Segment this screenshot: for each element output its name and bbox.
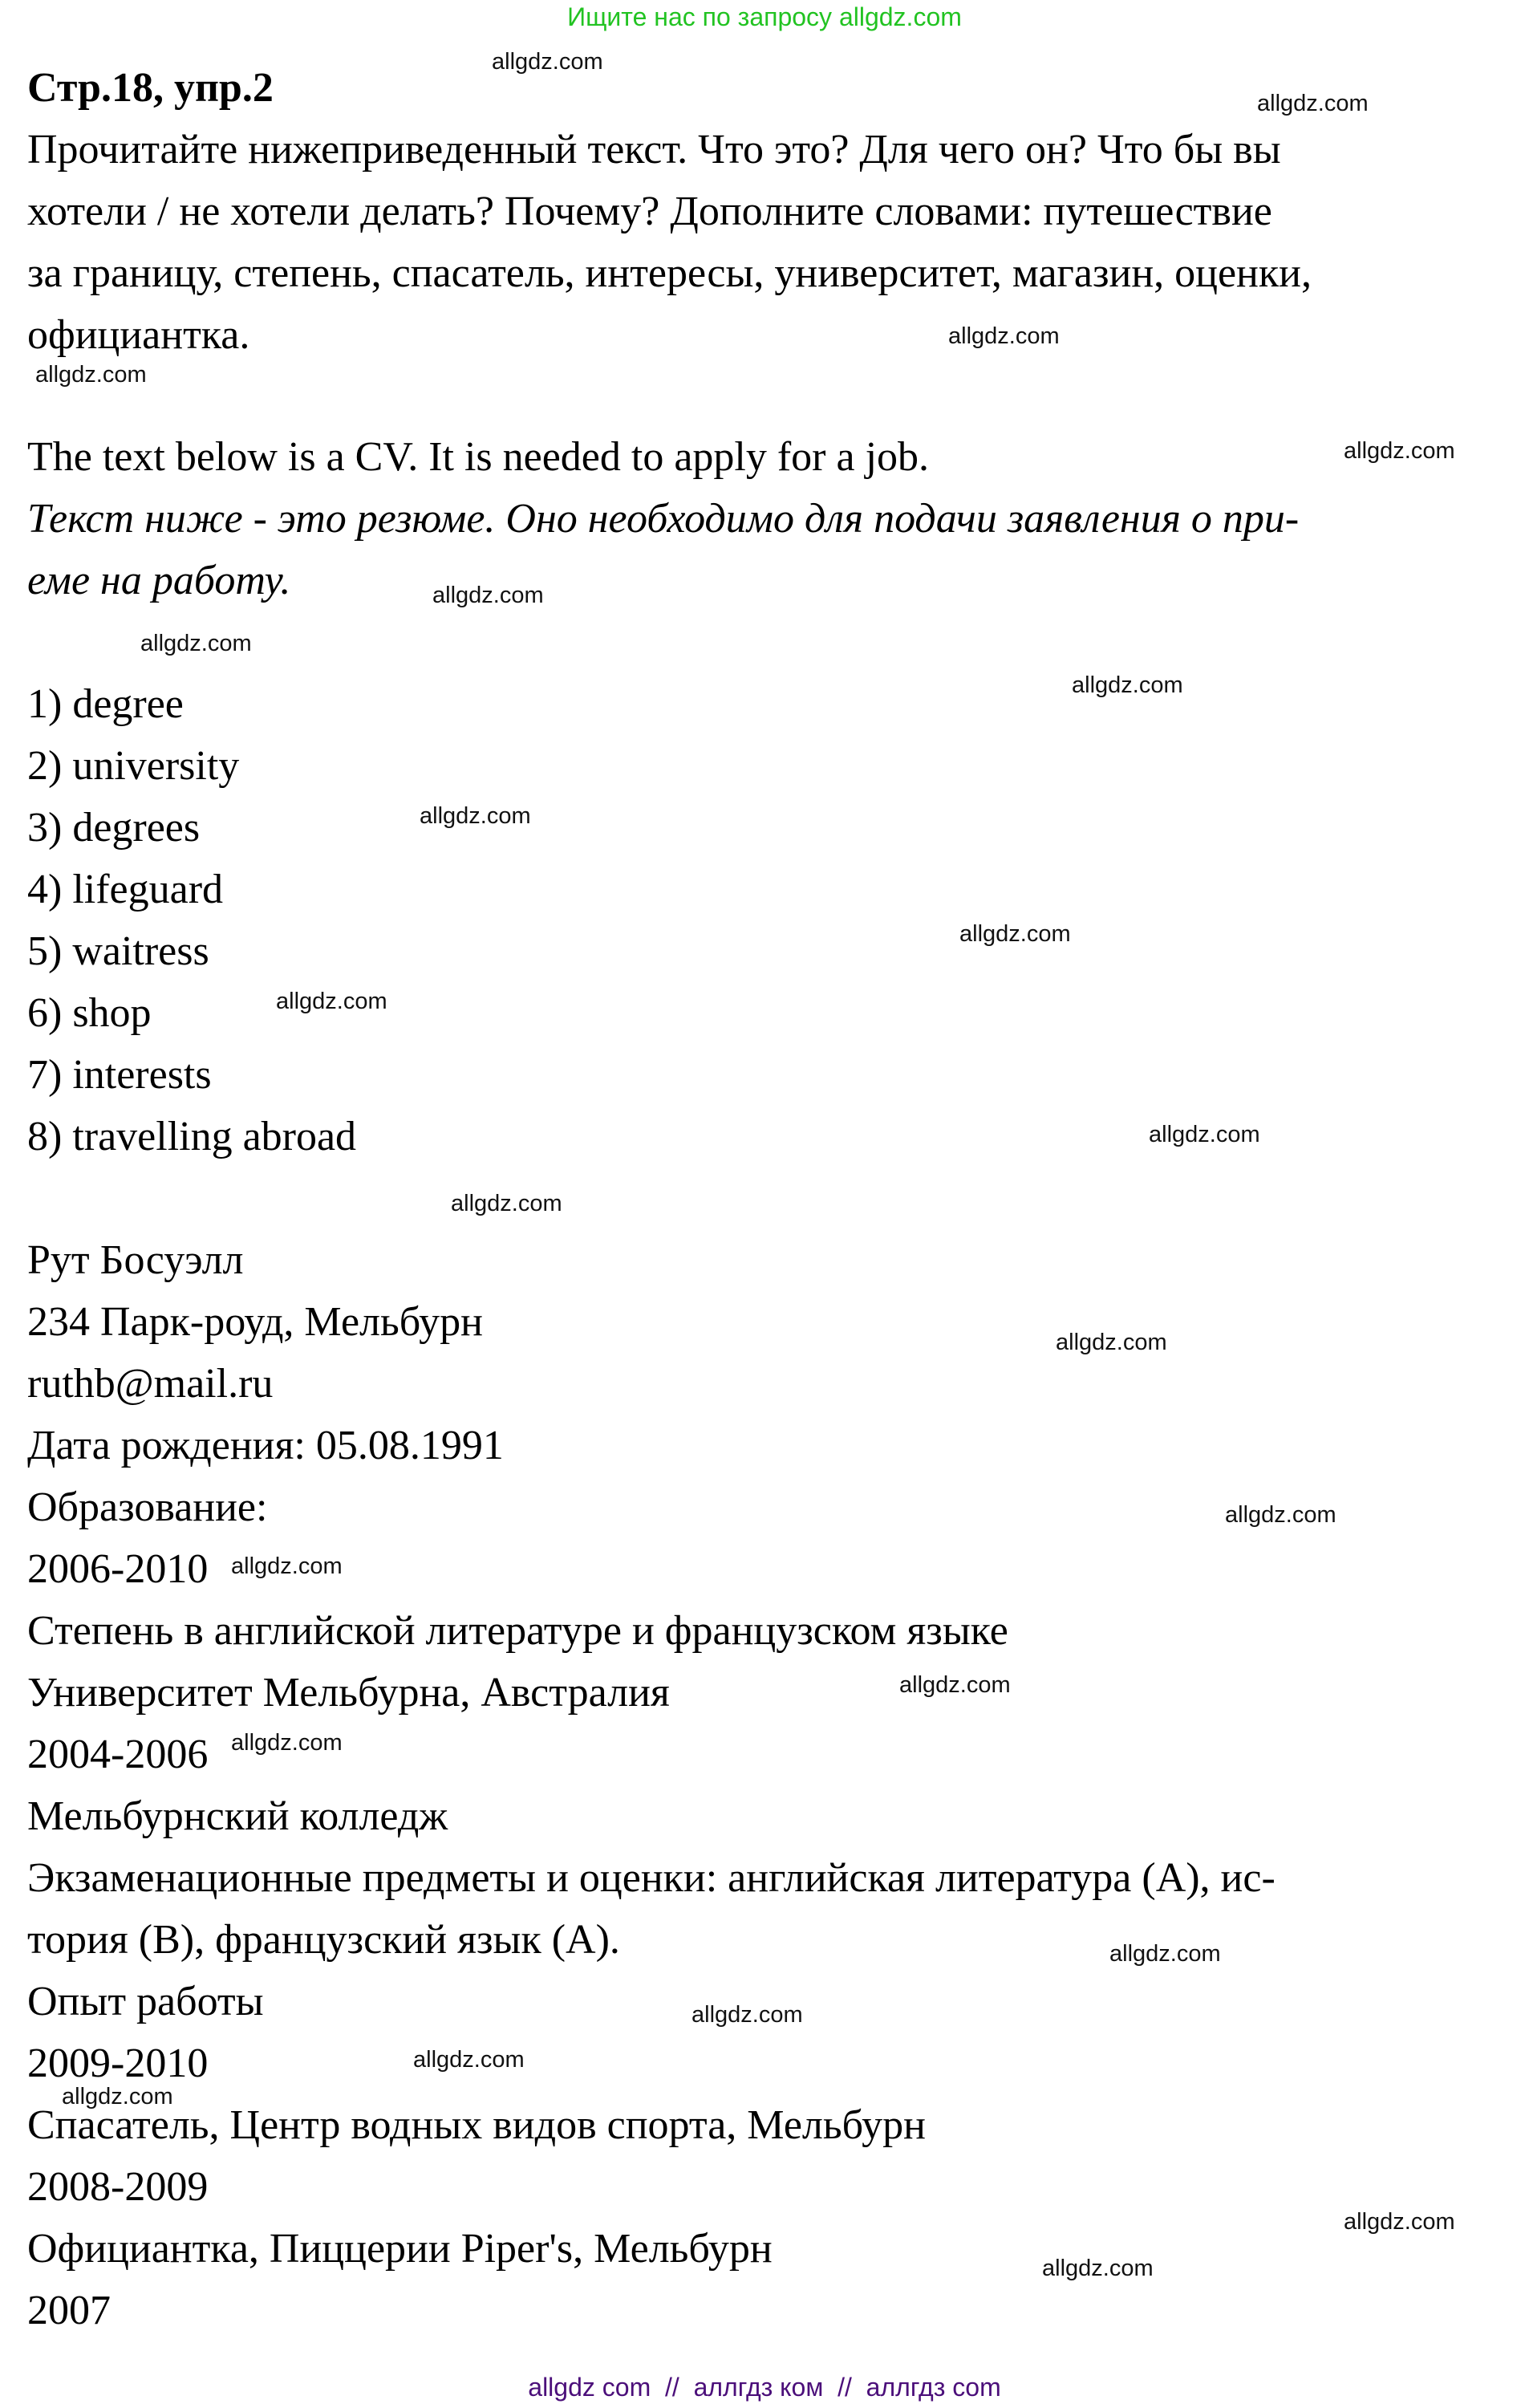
- answer-russian-line: еме на работу.: [27, 558, 291, 603]
- cv-experience-years: 2009-2010: [27, 2041, 209, 2086]
- watermark: allgdz.com: [1225, 1502, 1336, 1528]
- cv-education-grades: тория (B), французский язык (A).: [27, 1917, 620, 1963]
- watermark: allgdz.com: [1257, 91, 1369, 116]
- watermark: allgdz.com: [231, 1730, 343, 1756]
- answer-item: 7) interests: [27, 1052, 212, 1098]
- watermark: allgdz.com: [691, 2002, 803, 2028]
- answer-english: The text below is a CV. It is needed to apply for a job.: [27, 434, 930, 480]
- answer-item: 8) travelling abroad: [27, 1114, 357, 1159]
- watermark: allgdz.com: [451, 1191, 562, 1216]
- watermark: allgdz.com: [140, 631, 252, 656]
- cv-experience-role: Спасатель, Центр водных видов спорта, Мельбурн: [27, 2102, 926, 2148]
- cv-education-years: 2004-2006: [27, 1732, 209, 1777]
- cv-education-degree: Степень в английской литературе и французском языке: [27, 1608, 1008, 1654]
- watermark: allgdz.com: [1149, 1122, 1260, 1147]
- watermark: allgdz.com: [432, 583, 544, 608]
- watermark: allgdz.com: [1344, 438, 1455, 464]
- answer-item: 6) shop: [27, 990, 152, 1036]
- watermark: allgdz.com: [276, 989, 387, 1014]
- watermark: allgdz.com: [62, 2084, 173, 2110]
- answer-russian-line: Текст ниже - это резюме. Оно необходимо для подачи заявления о при-: [27, 496, 1300, 542]
- watermark: allgdz.com: [948, 323, 1060, 349]
- answer-item: 4) lifeguard: [27, 867, 224, 912]
- answer-item: 5) waitress: [27, 928, 209, 974]
- task-line: официантка.: [27, 312, 250, 358]
- header-banner[interactable]: Ищите нас по запросу allgdz.com: [567, 2, 962, 31]
- watermark: allgdz.com: [1056, 1330, 1167, 1355]
- watermark: allgdz.com: [35, 362, 147, 388]
- watermark: allgdz.com: [1109, 1941, 1221, 1967]
- cv-birth-date: Дата рождения: 05.08.1991: [27, 1423, 504, 1468]
- task-line: за границу, степень, спасатель, интересы, университет, магазин, оценки,: [27, 250, 1312, 296]
- cv-education-institution: Мельбурнский колледж: [27, 1793, 448, 1839]
- watermark: allgdz.com: [959, 921, 1071, 947]
- watermark: allgdz.com: [420, 803, 531, 829]
- watermark: allgdz.com: [1042, 2256, 1154, 2281]
- answer-item: 2) university: [27, 743, 240, 789]
- watermark: allgdz.com: [413, 2047, 525, 2073]
- answer-item: 3) degrees: [27, 805, 201, 851]
- cv-email: ruthb@mail.ru: [27, 1361, 274, 1407]
- cv-experience-years: 2008-2009: [27, 2164, 209, 2210]
- cv-education-grades: Экзаменационные предметы и оценки: английская литература (A), ис-: [27, 1855, 1276, 1901]
- watermark: allgdz.com: [1344, 2209, 1455, 2235]
- watermark: allgdz.com: [1072, 672, 1183, 698]
- cv-experience-heading: Опыт работы: [27, 1979, 264, 2024]
- cv-education-years: 2006-2010: [27, 1546, 209, 1592]
- cv-experience-role: Официантка, Пиццерии Piper's, Мельбурн: [27, 2226, 773, 2272]
- page-title: Стр.18, упр.2: [27, 65, 274, 111]
- task-line: хотели / не хотели делать? Почему? Дополните словами: путешествие: [27, 189, 1272, 234]
- answer-item: 1) degree: [27, 681, 184, 727]
- cv-education-heading: Образование:: [27, 1484, 268, 1530]
- task-line: Прочитайте нижеприведенный текст. Что это? Для чего он? Что бы вы: [27, 127, 1281, 173]
- footer-banner[interactable]: allgdz com // аллгдз ком // аллгдз com: [528, 2373, 1001, 2402]
- cv-address: 234 Парк-роуд, Мельбурн: [27, 1299, 484, 1345]
- watermark: allgdz.com: [492, 49, 603, 75]
- watermark: allgdz.com: [899, 1672, 1011, 1698]
- cv-name: Рут Босуэлл: [27, 1237, 244, 1283]
- cv-education-institution: Университет Мельбурна, Австралия: [27, 1670, 670, 1716]
- watermark: allgdz.com: [231, 1553, 343, 1579]
- cv-experience-years: 2007: [27, 2288, 111, 2333]
